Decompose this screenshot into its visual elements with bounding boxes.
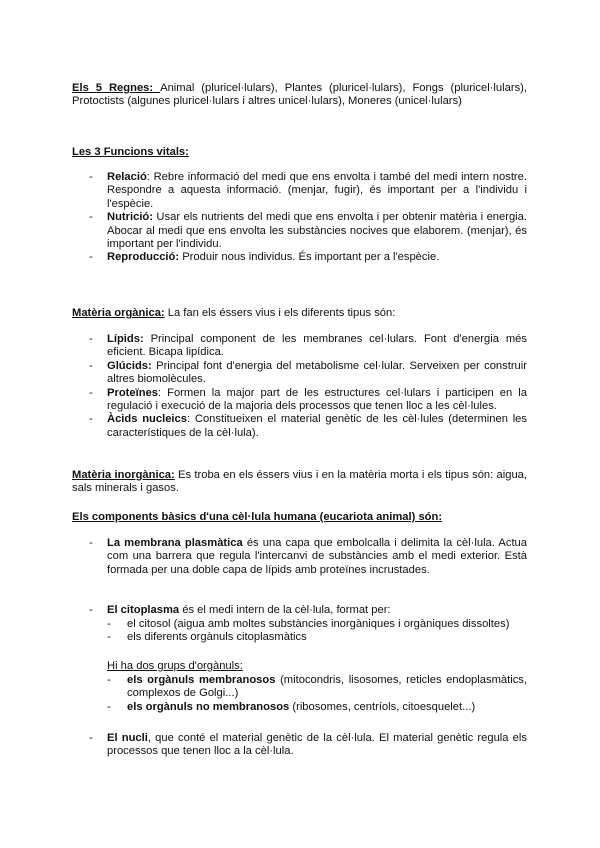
item-text: (mitocondris, lisosomes, reticles endoplasmàtics, complexos de Golgi...) (127, 674, 528, 700)
item-text: Principal component de les membranes cel·lulars. Font d'energia més eficient. Bicapa lipídica. (107, 333, 527, 359)
item-term: Proteïnes (107, 386, 158, 399)
inorganica-text: Es troba en els éssers vius i en la matèria morta i els tipus són: aigua, sals minerals i gasos. (72, 469, 528, 495)
list-item (72, 604, 527, 617)
regnes-paragraph (72, 82, 527, 109)
item-term: Relació (107, 171, 147, 183)
list-item (72, 211, 527, 251)
list-item (72, 251, 527, 264)
item-term: els orgànuls no membranosos (127, 700, 290, 713)
item-text: Usar els nutrients del medi que ens envolta i per obtenir matèria i energia. Abocar al medi que ens envolta les substàncies nocives que elaborem. (menjar), és important per l'individu. (107, 211, 527, 251)
grups-list (87, 674, 527, 714)
organica-intro (72, 307, 527, 320)
item-term: Àcids nucleics (107, 413, 187, 426)
list-item (87, 618, 527, 631)
item-text: : Constitueixen el material genètic de les cèl·lules (determinen les característiques de la cèl·lula). (107, 413, 527, 439)
funcions-heading (72, 146, 527, 159)
grups-label (107, 660, 527, 673)
list-item (72, 413, 527, 440)
list-item (87, 674, 527, 701)
item-text: , que conté el material genètic de la cèl·lula. El material genètic regula els processos que tenen lloc a la cèl·lula. (107, 732, 527, 758)
list-item (72, 387, 527, 414)
item-term: Lípids: (107, 333, 144, 345)
list-item (72, 171, 527, 211)
item-text: és el medi intern de la cèl·lula, format per: (179, 604, 391, 616)
funcions-heading-text: Les 3 Funcions vitals: (72, 146, 189, 158)
list-item (72, 537, 527, 577)
item-text: Produir nous individus. És important per a l'espècie. (179, 251, 440, 264)
regnes-heading: Els 5 Regnes: (72, 82, 161, 94)
membrana-list (72, 537, 527, 577)
item-term: El nucli (107, 732, 148, 744)
list-item (87, 701, 527, 714)
components-heading-text: Els components bàsics d'una cèl·lula humana (eucariota animal) són: (72, 511, 443, 523)
item-term: Glúcids: (107, 359, 152, 372)
list-item (72, 333, 527, 360)
regnes-text: Animal (pluricel·lulars), Plantes (pluricel·lulars), Fongs (pluricel·lulars), Protoctists (algunes pluricel·lulars i altres unicel·lulars), Moneres (unicel·lulars) (72, 82, 528, 108)
item-text: és una capa que embolcalla i delimita la cèl·lula. Actua com una barrera que regula l'intercanvi de substàncies amb el medi exterior. Està formada per una doble capa de lípids amb proteïnes incrustades. (107, 537, 527, 576)
organica-heading: Matèria orgànica: (72, 307, 165, 319)
grups-label-text: Hi ha dos grups d'orgànuls: (107, 660, 243, 672)
citoplasma-list (72, 604, 527, 617)
item-text: Principal font d'energia del metabolisme cel·lular. Serveixen per construir altres biomolècules. (107, 359, 527, 386)
subitem-text: el citosol (aigua amb moltes substàncies inorgàniques i orgàniques dissoltes) (127, 618, 510, 630)
item-text: : Formen la major part de les estructures cel·lulars i participen en la regulació i execució de la majoria dels processos que tenen lloc a les cèl·lules. (107, 386, 527, 413)
item-term: els orgànuls membranosos (127, 674, 276, 686)
inorganica-paragraph (72, 469, 527, 496)
list-item (72, 732, 527, 759)
item-text: (ribosomes, centríols, citoesquelet...) (289, 700, 476, 713)
inorganica-heading: Matèria inorgànica: (72, 469, 175, 481)
organica-intro-text: La fan els éssers vius i els diferents tipus són: (164, 307, 396, 319)
item-term: La membrana plasmàtica (107, 537, 243, 549)
list-item (87, 631, 527, 644)
list-item (72, 360, 527, 387)
item-term: Nutrició: (107, 211, 153, 224)
funcions-list (72, 171, 527, 265)
components-heading (72, 511, 527, 524)
item-text: : Rebre informació del medi que ens envolta i també del medi intern nostre. Respondre a aquesta informació. (menjar, fugir), és important per a l'individu i l'espècie. (107, 171, 527, 210)
subitem-text: els diferents orgànuls citoplasmàtics (127, 631, 307, 644)
item-term: Reproducció: (107, 251, 180, 264)
item-term: El citoplasma (107, 604, 180, 616)
citoplasma-sublist (87, 618, 527, 645)
organica-list (72, 333, 527, 440)
nucli-list (72, 732, 527, 759)
